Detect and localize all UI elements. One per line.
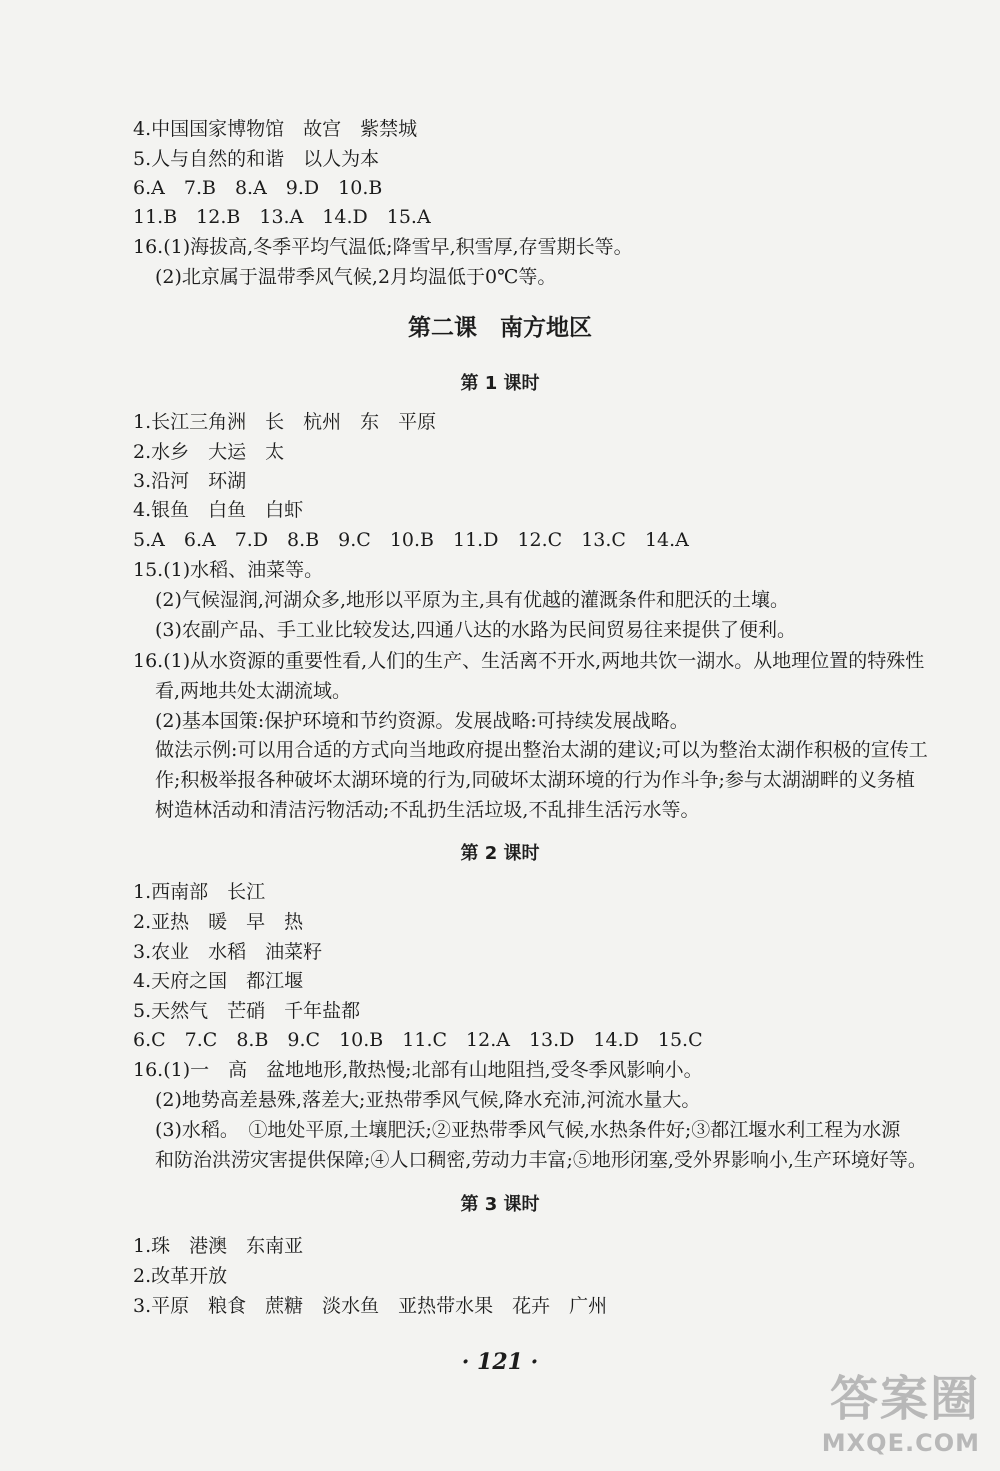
period-title: 第 2 课时 bbox=[460, 843, 540, 864]
answer-line: 6.A 7.B 8.A 9.D 10.B bbox=[133, 177, 383, 199]
answer-line: (3)农副产品、手工业比较发达,四通八达的水路为民间贸易往来提供了便利。 bbox=[155, 619, 796, 641]
period-title: 第 3 课时 bbox=[460, 1194, 540, 1215]
lesson-title: 第二课 南方地区 bbox=[408, 315, 592, 341]
answer-line: (2)基本国策:保护环境和节约资源。发展战略:可持续发展战略。 bbox=[155, 710, 689, 732]
answer-line: 16.(1)从水资源的重要性看,人们的生产、生活离不开水,两地共饮一湖水。从地理位置的特殊性 bbox=[133, 650, 925, 672]
answer-line: 做法示例:可以用合适的方式向当地政府提出整治太湖的建议;可以为整治太湖作积极的宣传工 bbox=[155, 739, 928, 761]
answer-line: 4.银鱼 白鱼 白虾 bbox=[133, 499, 304, 521]
answer-line: 6.C 7.C 8.B 9.C 10.B 11.C 12.A 13.D 14.D 15.C bbox=[133, 1029, 703, 1051]
answer-line: (2)北京属于温带季风气候,2月均温低于0℃等。 bbox=[155, 266, 557, 288]
answer-line: 5.天然气 芒硝 千年盐都 bbox=[133, 1000, 361, 1022]
answer-line: 16.(1)海拔高,冬季平均气温低;降雪早,积雪厚,存雪期长等。 bbox=[133, 236, 633, 258]
answer-line: 3.平原 粮食 蔗糖 淡水鱼 亚热带水果 花卉 广州 bbox=[133, 1295, 608, 1317]
answer-line: 16.(1)一 高 盆地地形,散热慢;北部有山地阻挡,受冬季风影响小。 bbox=[133, 1059, 703, 1081]
answer-line: 作;积极举报各种破坏太湖环境的行为,同破坏太湖环境的行为作斗争;参与太湖湖畔的义务植 bbox=[155, 769, 915, 791]
answer-line: 和防治洪涝灾害提供保障;④人口稠密,劳动力丰富;⑤地形闭塞,受外界影响小,生产环境好等。 bbox=[155, 1149, 927, 1171]
answer-line: 4.天府之国 都江堰 bbox=[133, 970, 304, 992]
answer-line: (2)地势高差悬殊,落差大;亚热带季风气候,降水充沛,河流水量大。 bbox=[155, 1089, 701, 1111]
answer-line: 15.(1)水稻、油菜等。 bbox=[133, 559, 324, 581]
answer-line: 看,两地共处太湖流域。 bbox=[155, 680, 352, 702]
answer-line: 2.改革开放 bbox=[133, 1265, 228, 1287]
answer-line: 2.水乡 大运 太 bbox=[133, 441, 285, 463]
answer-line: 11.B 12.B 13.A 14.D 15.A bbox=[133, 206, 431, 228]
answer-line: 1.西南部 长江 bbox=[133, 881, 266, 903]
answer-line: 4.中国国家博物馆 故宫 紫禁城 bbox=[133, 118, 418, 140]
answer-line: 树造林活动和清洁污物活动;不乱扔生活垃圾,不乱排生活污水等。 bbox=[155, 799, 700, 821]
answer-line: (3)水稻。 ①地处平原,土壤肥沃;②亚热带季风气候,水热条件好;③都江堰水利工程为水源 bbox=[155, 1119, 901, 1141]
page-number: · 121 · bbox=[461, 1349, 539, 1375]
answer-line: 3.沿河 环湖 bbox=[133, 470, 247, 492]
watermark-text: 答案圈 bbox=[829, 1371, 980, 1427]
watermark-url: MXQE.COM bbox=[821, 1429, 980, 1457]
answer-line: 5.人与自然的和谐 以人为本 bbox=[133, 148, 380, 170]
answer-line: 2.亚热 暖 早 热 bbox=[133, 911, 304, 933]
answer-line: 1.长江三角洲 长 杭州 东 平原 bbox=[133, 411, 437, 433]
answer-line: 1.珠 港澳 东南亚 bbox=[133, 1235, 304, 1257]
answer-line: 3.农业 水稻 油菜籽 bbox=[133, 941, 323, 963]
answer-line: (2)气候湿润,河湖众多,地形以平原为主,具有优越的灌溉条件和肥沃的土壤。 bbox=[155, 589, 790, 611]
answer-line: 5.A 6.A 7.D 8.B 9.C 10.B 11.D 12.C 13.C 14.A bbox=[133, 529, 689, 551]
watermark-logo bbox=[822, 1360, 980, 1457]
period-title: 第 1 课时 bbox=[460, 373, 540, 394]
